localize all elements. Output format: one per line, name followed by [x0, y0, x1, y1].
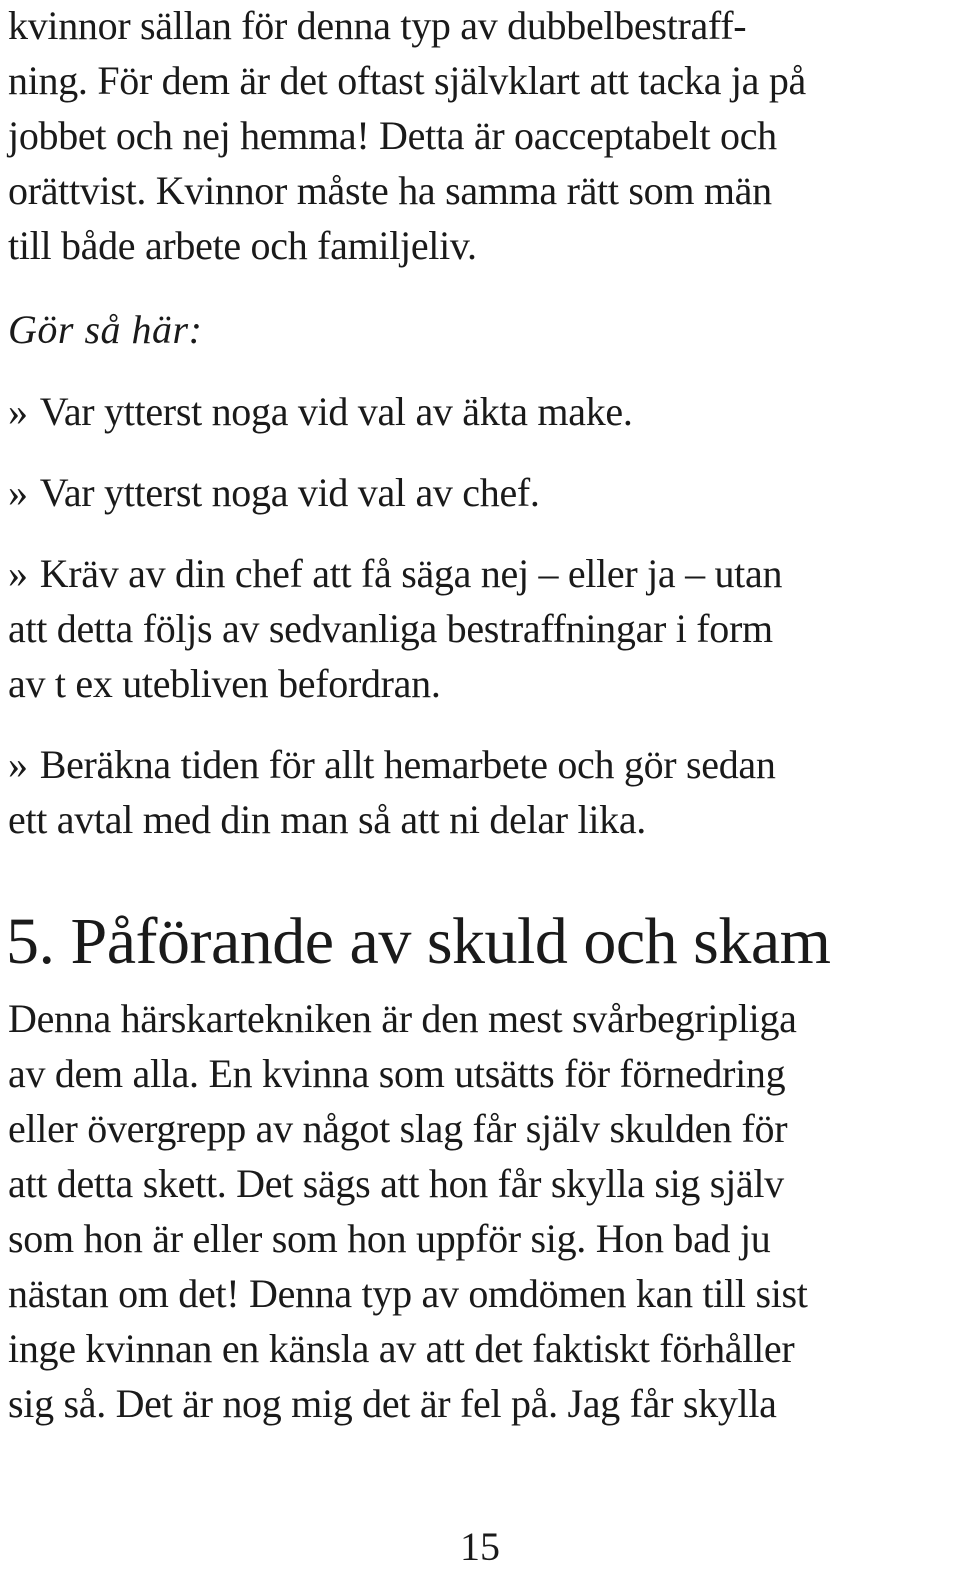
- section-line: som hon är eller som hon uppför sig. Hon bad ju: [8, 1216, 771, 1261]
- intro-line: jobbet och nej hemma! Detta är oacceptabelt och: [8, 113, 777, 158]
- bullet-marker: »: [8, 470, 28, 515]
- bullet-text: Kräv av din chef att få säga nej – eller ja – utan: [39, 551, 783, 596]
- section-line: sig så. Det är nog mig det är fel på. Jag får skylla: [8, 1381, 777, 1426]
- section-line: nästan om det! Denna typ av omdömen kan till sist: [8, 1271, 808, 1316]
- bullet-text-continued: ett avtal med din man så att ni delar lika.: [8, 797, 646, 842]
- bullet-marker: »: [8, 551, 28, 596]
- page-number: 15: [460, 1524, 500, 1569]
- bullet-marker: »: [8, 742, 28, 787]
- intro-line: kvinnor sällan för denna typ av dubbelbestraff-: [8, 3, 747, 48]
- section-line: att detta skett. Det sägs att hon får skylla sig själv: [8, 1161, 784, 1206]
- intro-line: orättvist. Kvinnor måste ha samma rätt som män: [8, 168, 772, 213]
- intro-line: till både arbete och familjeliv.: [8, 223, 477, 268]
- bullet-text-continued: att detta följs av sedvanliga bestraffningar i form: [8, 606, 773, 651]
- bullet-marker: »: [8, 389, 28, 434]
- bullet-item: [8, 469, 540, 517]
- section-line: eller övergrepp av något slag får själv skulden för: [8, 1106, 788, 1151]
- bullet-item: [8, 550, 782, 598]
- bullet-text-continued: av t ex utebliven befordran.: [8, 661, 441, 706]
- bullet-text: Beräkna tiden för allt hemarbete och gör sedan: [39, 742, 776, 787]
- section-line: Denna härskartekniken är den mest svårbegripliga: [8, 996, 797, 1041]
- bullet-text: Var ytterst noga vid val av äkta make.: [39, 389, 633, 434]
- bullet-text: Var ytterst noga vid val av chef.: [39, 470, 540, 515]
- section-line: inge kvinnan en känsla av att det faktiskt förhåller: [8, 1326, 795, 1371]
- intro-line: ning. För dem är det oftast självklart att tacka ja på: [8, 58, 806, 103]
- section-heading: 5. Påförande av skuld och skam: [6, 905, 831, 978]
- bullet-item: [8, 388, 633, 436]
- section-line: av dem alla. En kvinna som utsätts för förnedring: [8, 1051, 786, 1096]
- subheading: Gör så här:: [8, 307, 203, 352]
- bullet-item: [8, 741, 776, 789]
